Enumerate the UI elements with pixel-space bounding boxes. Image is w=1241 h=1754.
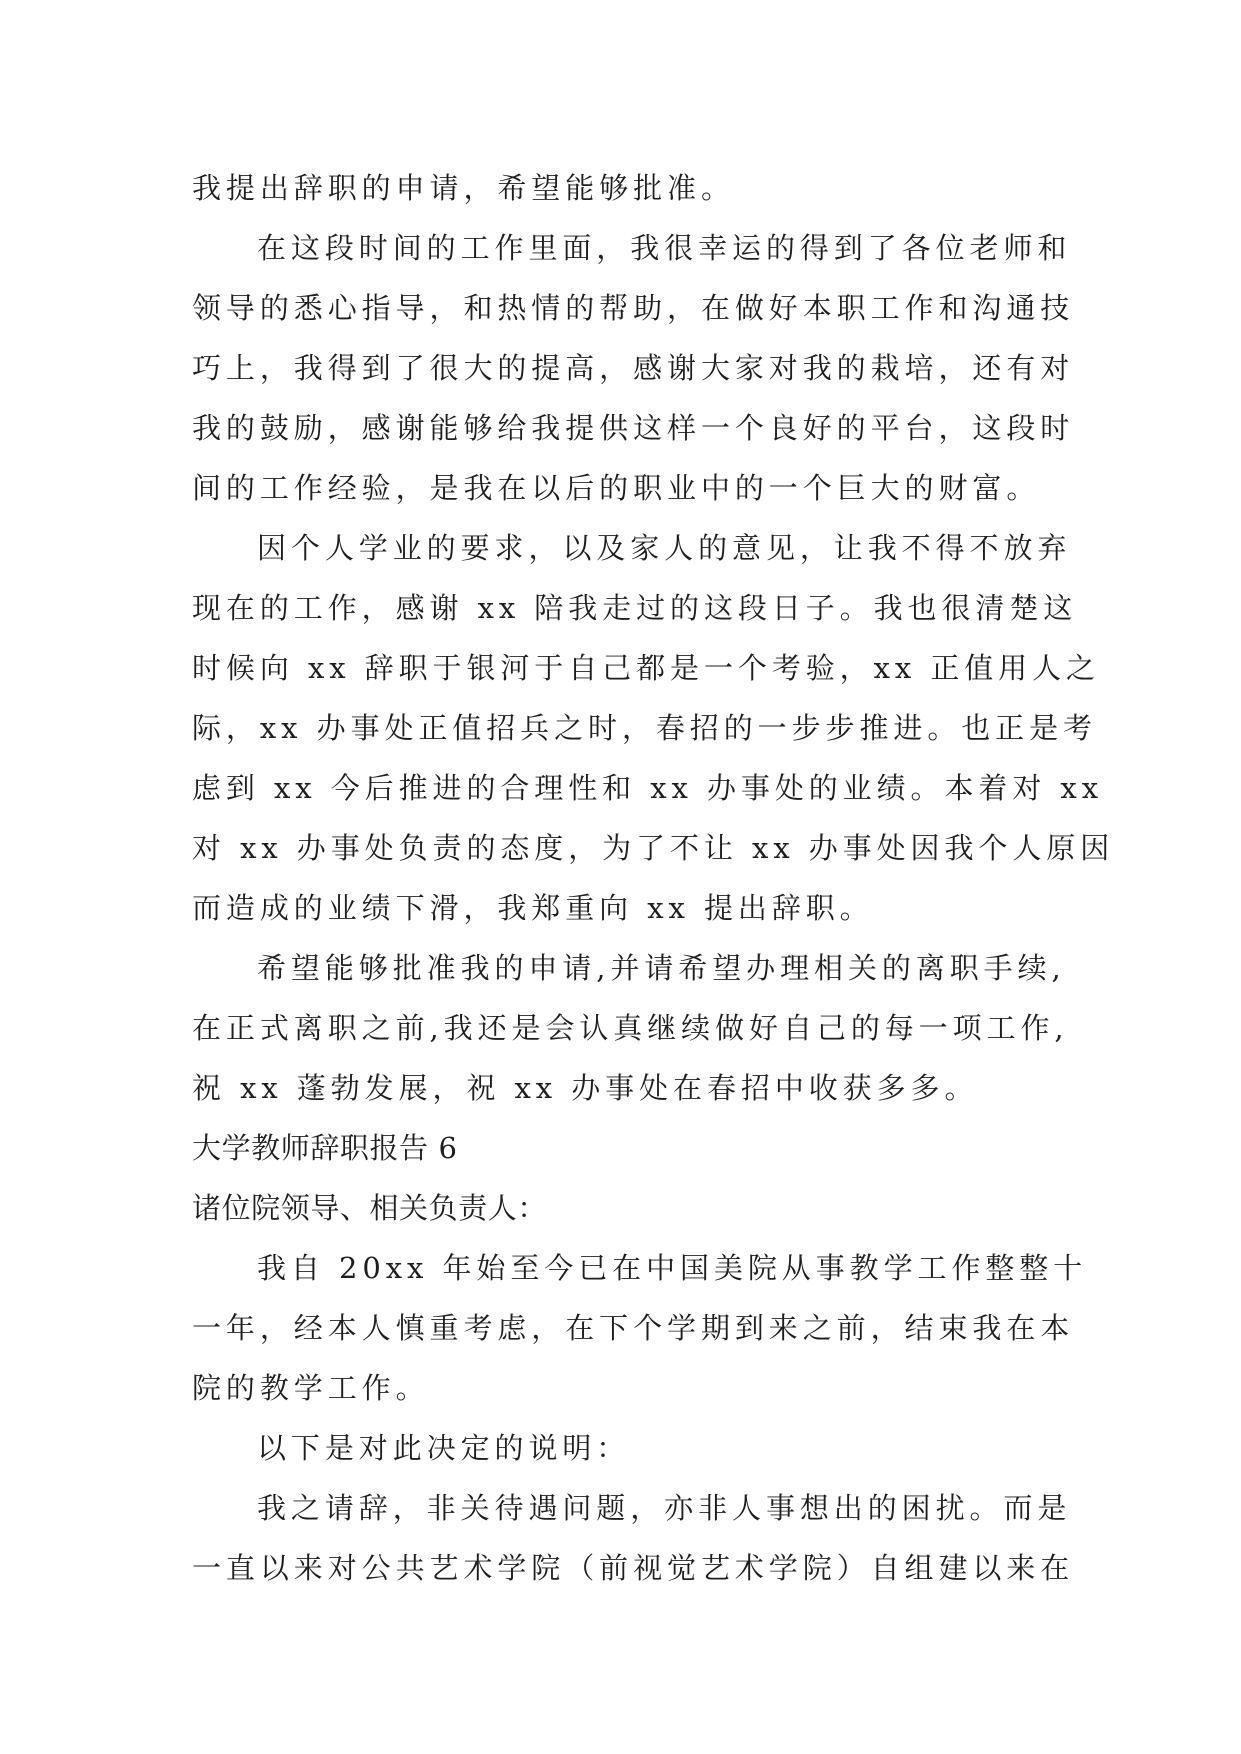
- document-page: [192, 158, 1115, 1598]
- text-line: 而造成的业绩下滑，我郑重向 xx 提出辞职。: [192, 891, 874, 925]
- text-line: 因个人学业的要求，以及家人的意见，让我不得不放弃: [257, 531, 1072, 565]
- text-line: 我之请辞，非关待遇问题，亦非人事想出的困扰。而是: [257, 1491, 1072, 1525]
- text-line: 一年，经本人慎重考虑，在下个学期到来之前，结束我在本: [192, 1311, 1075, 1345]
- text-line: 现在的工作，感谢 xx 陪我走过的这段日子。我也很清楚这: [192, 591, 1078, 625]
- text-line: 我提出辞职的申请，希望能够批准。: [192, 171, 735, 205]
- text-line: 虑到 xx 今后推进的合理性和 xx 办事处的业绩。本着对 xx: [192, 771, 1103, 805]
- text-line: 以下是对此决定的说明：: [257, 1431, 631, 1465]
- text-line: 院的教学工作。: [192, 1371, 430, 1405]
- section-heading: 大学教师辞职报告 6: [192, 1131, 458, 1165]
- text-line: 在这段时间的工作里面，我很幸运的得到了各位老师和: [257, 231, 1072, 265]
- text-line: 间的工作经验，是我在以后的职业中的一个巨大的财富。: [192, 471, 1041, 505]
- text-line: 时候向 xx 辞职于银河于自己都是一个考验，xx 正值用人之: [192, 651, 1100, 685]
- text-line: 对 xx 办事处负责的态度，为了不让 xx 办事处因我个人原因: [192, 831, 1115, 865]
- text-line: 我的鼓励，感谢能够给我提供这样一个良好的平台，这段时: [192, 411, 1075, 445]
- text-line: 在正式离职之前,我还是会认真继续做好自己的每一项工作,: [192, 1011, 1069, 1045]
- section-heading: 诸位院领导、相关负责人：: [192, 1191, 547, 1225]
- text-line: 一直以来对公共艺术学院（前视觉艺术学院）自组建以来在: [192, 1551, 1075, 1585]
- text-line: 我自 20xx 年始至今已在中国美院从事教学工作整整十: [257, 1251, 1088, 1285]
- text-line: 巧上，我得到了很大的提高，感谢大家对我的栽培，还有对: [192, 351, 1075, 385]
- text-line: 际，xx 办事处正值招兵之时，春招的一步步推进。也正是考: [192, 711, 1097, 745]
- text-line: 领导的悉心指导，和热情的帮助，在做好本职工作和沟通技: [192, 291, 1075, 325]
- text-line: 祝 xx 蓬勃发展，祝 xx 办事处在春招中收获多多。: [192, 1071, 979, 1105]
- text-line: 希望能够批准我的申请,并请希望办理相关的离职手续,: [257, 951, 1066, 985]
